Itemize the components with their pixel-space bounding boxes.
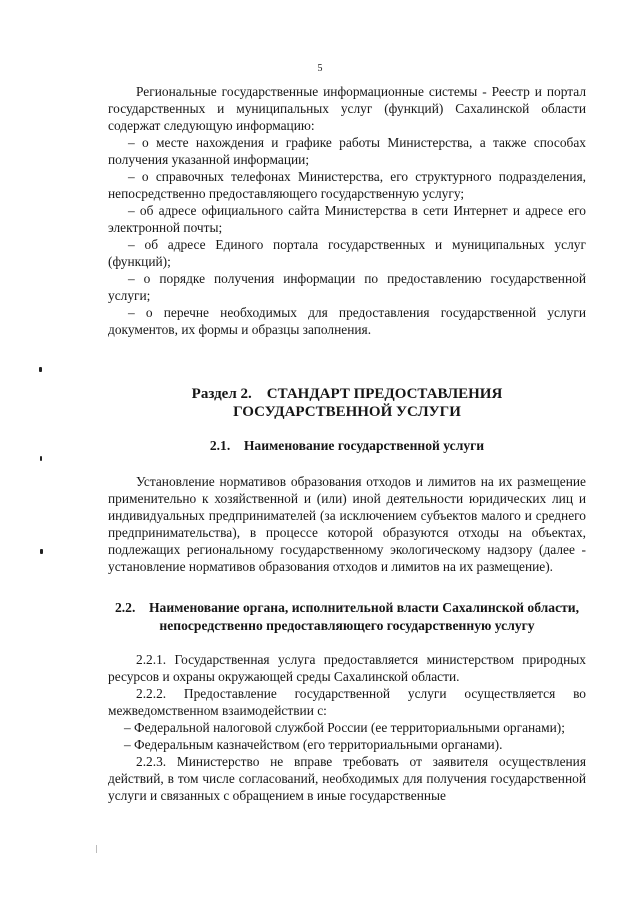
section-heading-line2: ГОСУДАРСТВЕННОЙ УСЛУГИ: [233, 404, 461, 420]
paragraph-2-2-2: 2.2.2. Предоставление государственной услуги осуществляется во межведомственном взаимодействии с:: [108, 686, 586, 718]
subsection-2-1-block: [108, 473, 586, 575]
subsection-2-1-title: 2.1. Наименование государственной услуги: [209, 438, 485, 453]
info-item-website: – об адресе официального сайта Министерства в сети Интернет и адресе его электронной почты;: [108, 203, 586, 235]
binding-hole-mark: [39, 367, 42, 372]
info-item-portal: – об адресе Единого портала государственных и муниципальных услуг (функций);: [108, 237, 586, 269]
section-heading-line1: Раздел 2. СТАНДАРТ ПРЕДОСТАВЛЕНИЯ: [191, 386, 503, 402]
scan-artifact-mark: [96, 845, 97, 853]
paragraph-2-2-3: 2.2.3. Министерство не вправе требовать от заявителя осуществления действий, в том числе согласований, необходимых для получения государственной услуги и связанных с обращением в иные государственные: [108, 754, 586, 803]
info-item-phones: – о справочных телефонах Министерства, его структурного подразделения, непосредственно предоставляющего государственную услугу;: [108, 169, 586, 201]
list-item-treasury: – Федеральным казначейством (его территориальными органами).: [124, 737, 503, 752]
info-item-location: – о месте нахождения и графике работы Министерства, а также способах получения указанной информации;: [108, 135, 586, 167]
info-item-procedure: – о порядке получения информации по предоставлению государственной услуги;: [108, 271, 586, 303]
binding-hole-mark: [40, 456, 42, 461]
subsection-2-2-block: [108, 651, 586, 804]
section-heading: [108, 385, 586, 421]
list-item-tax-service: – Федеральной налоговой службой России (ее территориальными органами);: [124, 720, 565, 735]
paragraph-2-2-1: 2.2.1. Государственная услуга предоставляется министерством природных ресурсов и охраны окружающей среды Сахалинской области.: [108, 652, 586, 684]
info-item-documents: – о перечне необходимых для предоставления государственной услуги документов, их формы и образцы заполнения.: [108, 305, 586, 337]
binding-hole-mark: [40, 549, 43, 554]
page-number: 5: [317, 63, 323, 74]
subsection-2-2-title: 2.2. Наименование органа, исполнительной власти Сахалинской области, непосредственно предоставляющего государственную услугу: [114, 600, 583, 633]
intro-paragraph: Региональные государственные информационные системы - Реестр и портал государственных и муниципальных услуг (функций) Сахалинской области содержат следующую информацию:: [108, 84, 586, 133]
intro-info-block: [108, 83, 586, 338]
service-name-paragraph: Установление нормативов образования отходов и лимитов на их размещение применительно к хозяйственной и (или) иной деятельности юридических лиц и индивидуальных предпринимателей (за исключением субъектов малого и среднего предпринимательства), в процессе которой образуются отходы на объектах, подлежащих региональному государственному экологическому надзору (далее - установление нормативов образования отходов и лимитов на их размещение).: [108, 474, 586, 574]
